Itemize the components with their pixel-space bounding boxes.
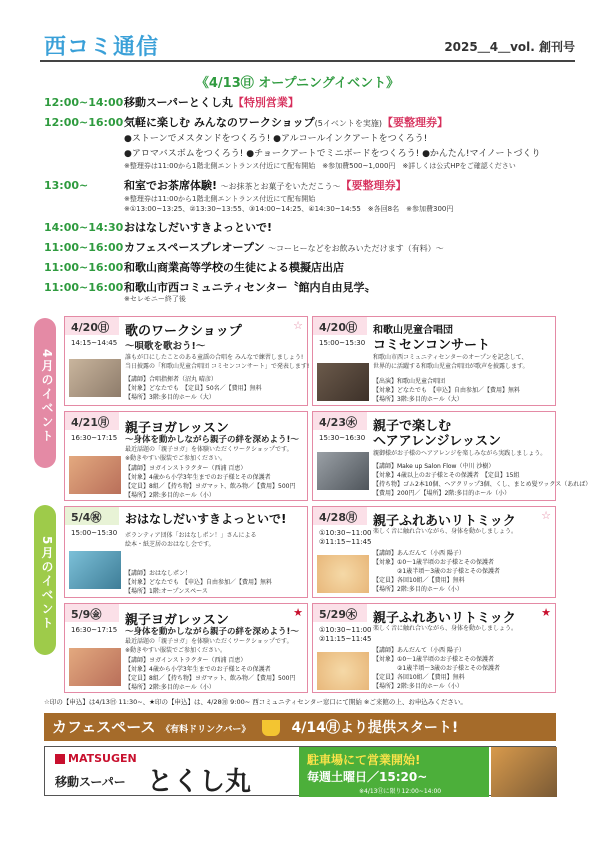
workshop-list: ●アロマバスボムをつくろう! ●チョークアートでミニボードをつくろう! ●かんたん!マイノートづくり: [124, 149, 541, 159]
card-info: 【講師】あんだんて（小西 陽子） 【対象】①0～1歳半頃のお子様とその保護者 ②1歳半頃～3歳のお子様とその保護者 【定員】各回10組／【費用】無料 【場所】2階:多目的ホール（小）: [373, 647, 501, 690]
filled-star-icon: ★: [541, 606, 551, 619]
baby-illustration: [317, 555, 369, 593]
matsugen-name-big: とくし丸: [147, 767, 252, 797]
card-time: 16:30~17:15: [71, 626, 118, 634]
signup-notes: ☆印の【申込】は4/13㊐ 11:30~、★印の【申込】は、4/28㊊ 9:00~ 西コミュニティセンター窓口にて開始 ※ご来館の上、お申込みください。: [44, 698, 467, 706]
card-time: 15:00~15:30: [319, 339, 366, 347]
card-title: 親子ヨガレッスン: [125, 613, 229, 628]
card-desc: 親御様がお子様のヘアアレンジを楽しみながら実践しましょう。: [373, 450, 547, 457]
card-title: 和歌山児童合唱団: [373, 325, 453, 336]
card-date: 5/29㊍: [313, 604, 367, 622]
card-time: ①10:30~11:00 ②11:15~11:45: [319, 529, 372, 546]
truck-photo: [491, 747, 557, 797]
april-label: 4月のイベント: [34, 318, 56, 468]
card-date: 4/23㊌: [313, 412, 367, 430]
salon-photo: [317, 452, 369, 490]
card-desc: 楽しく音に触れ合いながら、身体を動かしましょう。: [373, 625, 518, 632]
card-info: 【講師】合唱指揮者（沼丸 晴彦） 【対象】どなたでも 【定員】50名／【費用】無料 【場所】3階:多目的ホール（大）: [125, 376, 262, 401]
card-title: 親子ふれあいリトミック: [373, 514, 516, 529]
matsugen-brand: MATSUGEN: [55, 752, 137, 765]
event-card[interactable]: [312, 411, 592, 501]
matsugen-banner: [44, 746, 556, 796]
storytime-illustration: [69, 551, 121, 589]
card-desc: 誰もが口にしたことのある童謡の合唱を みんなで練習しましょう! 当日披露の「和歌山児童合唱団 コミセンコンサート」で発表します!: [125, 354, 310, 370]
matsugen-name-small: 移動スーパー: [55, 775, 126, 789]
card-date: 5/4㊗: [65, 507, 119, 525]
opening-title: 《4/13㊐ オープニングイベント》: [195, 76, 400, 91]
opening-event: 11:00~16:00和歌山市西コミュニティセンター〝館内自由見学〟: [44, 281, 376, 294]
card-info: 【講師】あんだんて（小西 陽子） 【対象】①0～1歳半頃のお子様とその保護者 ②1歳半頃～3歳のお子様とその保護者 【定員】各回10組／【費用】無料 【場所】2階:多目的ホール（小）: [373, 550, 501, 593]
card-date: 4/21㊊: [65, 412, 119, 430]
event-card[interactable]: [64, 316, 308, 406]
baby-illustration: [317, 652, 369, 690]
opening-event: 14:00~14:30おはなしだいすきよっといで!: [44, 221, 273, 234]
yoga-illustration: [69, 456, 121, 494]
outline-star-icon: ☆: [293, 319, 303, 332]
card-desc: 楽しく音に触れ合いながら、身体を動かしましょう。: [373, 528, 518, 535]
tour-note: ※セレモニー終了後: [124, 295, 186, 303]
event-card[interactable]: [64, 411, 308, 501]
event-card[interactable]: [312, 506, 556, 598]
card-info: 【講師】おはなしポン！ 【対象】どなたでも 【申込】自由参加／【費用】無料 【場所】1階:オープンスペース: [125, 570, 273, 595]
opening-event: 11:00~16:00和歌山商業高等学校の生徒による模擬店出店: [44, 261, 344, 274]
event-card[interactable]: [312, 316, 556, 406]
card-desc: 和歌山市西コミュニティセンターのオープンを記念して、 世界的に活躍する和歌山児童合唱団が歌声を披露します。: [373, 354, 529, 370]
card-title: 歌のワークショップ: [125, 324, 242, 339]
card-date: 5/9㊎: [65, 604, 119, 622]
workshop-list: ●ストーンでメスタンドをつくろう! ●アルコールインクアートをつくろう!: [124, 134, 428, 144]
schedule-panel: [299, 747, 489, 797]
opening-event: 12:00~14:00移動スーパーとくし丸【特別営業】: [44, 96, 299, 109]
card-time: 14:15~14:45: [71, 339, 118, 347]
card-info: 【講師】ヨガインストラクター（西浦 百恵） 【対象】4歳から小学3年生までのお子様とその保護者 【定員】8組／【持ち物】ヨガマット、飲み物／【費用】500円 【場所】2階:多目的ホール（小）: [125, 657, 296, 691]
issue-label: 2025＿4＿vol. 創刊号: [444, 40, 575, 54]
may-label: 5月のイベント: [34, 505, 56, 655]
filled-star-icon: ★: [293, 606, 303, 619]
event-card[interactable]: [312, 603, 556, 693]
cafe-banner: カフェスペース 《有料ドリンクバー》 4/14㊊より提供スタート!: [44, 713, 556, 741]
card-date: 4/28㊊: [313, 507, 367, 525]
event-card[interactable]: [64, 603, 308, 693]
card-subtitle: ～唄歌を歌おう!～: [125, 341, 206, 352]
outline-star-icon: ☆: [541, 509, 551, 522]
cup-icon: [262, 720, 280, 736]
card-date: 4/20㊐: [65, 317, 119, 335]
workshop-note: ※整理券は11:00から1階北側エントランス付近にて配布開始 ※参加費500~1,000円 ※詳しくは公式HPをご確認ください: [124, 162, 516, 170]
schedule-note: ※4/13㊐に限り12:00~14:00: [359, 788, 442, 795]
card-info: 【講師】Make up Salon Flow（中川 沙樹） 【対象】4歳以上のお子様とその保護者 【定員】15組 【持ち物】ゴム2本10個、ヘアクリップ3個、くし、まとめ髪ワックス（あれば） 【費用】200円／【場所】2階:多目的ホール（小）: [373, 463, 592, 497]
header-divider: [40, 60, 575, 62]
card-date: 4/20㊐: [313, 317, 367, 335]
opening-event: 12:00~16:00気軽に楽しむ みんなのワークショップ(5イベントを実施)【要整理券】: [44, 116, 448, 129]
card-desc: 最近話題の「親子ヨガ」を体験いただくワークショップです。 ※動きやすい服装でご参加ください。: [125, 638, 293, 654]
card-desc: 最近話題の「親子ヨガ」を体験いただくワークショップです。 ※動きやすい服装でご参加ください。: [125, 446, 293, 462]
card-time: 15:30~16:30: [319, 434, 366, 442]
card-subtitle: ～身体を動かしながら親子の絆を深めよう!～: [125, 435, 299, 445]
choir-photo: [317, 363, 369, 401]
card-info: 【講師】ヨガインストラクター（西浦 百恵） 【対象】4歳から小学3年生までのお子様とその保護者 【定員】8組／【持ち物】ヨガマット、飲み物／【費用】500円 【場所】2階:多目的ホール（小）: [125, 465, 296, 499]
card-title-2: コミセンコンサート: [373, 338, 491, 353]
workshop-photo: [69, 359, 121, 397]
logo: 西コミ通信: [44, 35, 160, 60]
card-title: おはなしだいすきよっといで!: [125, 512, 287, 526]
card-subtitle: ～身体を動かしながら親子の絆を深めよう!～: [125, 627, 299, 637]
card-title: 親子ヨガレッスン: [125, 421, 229, 436]
card-desc: ボランティア団体「おはなしポン！」さんによる 絵本・紙芝居のおはなし会です。: [125, 532, 257, 548]
tea-note: ※整理券は11:00から1階北側エントランス付近にて配布開始: [124, 195, 316, 203]
card-time: 16:30~17:15: [71, 434, 118, 442]
card-title-2: ヘアアレンジレッスン: [373, 434, 501, 449]
parking-label: 駐車場にて営業開始!: [307, 753, 421, 767]
event-card[interactable]: [64, 506, 308, 598]
opening-event: 13:00~ 和室でお茶席体験! ～お抹茶とお菓子をいただこう～【要整理券】: [44, 179, 407, 192]
card-info: 【出演】和歌山児童合唱団 【対象】どなたでも 【申込】自由参加／【費用】無料 【場所】3階:多目的ホール（大）: [373, 378, 521, 403]
opening-event: 11:00~16:00カフェスペースプレオープン ～コーヒーなどをお飲みいただけます（有料）～: [44, 241, 444, 254]
yoga-illustration: [69, 648, 121, 686]
schedule-label: 毎週土曜日／15:20~: [307, 770, 428, 784]
brand-logo-icon: [55, 754, 65, 764]
card-title: 親子で楽しむ: [373, 419, 452, 434]
tea-note: ※①13:00~13:25、②13:30~13:55、③14:00~14:25、④14:30~14:55 ※各回8名 ※参加費300円: [124, 205, 454, 213]
card-title: 親子ふれあいリトミック: [373, 611, 516, 626]
card-time: ①10:30~11:00 ②11:15~11:45: [319, 626, 372, 643]
card-time: 15:00~15:30: [71, 529, 118, 537]
